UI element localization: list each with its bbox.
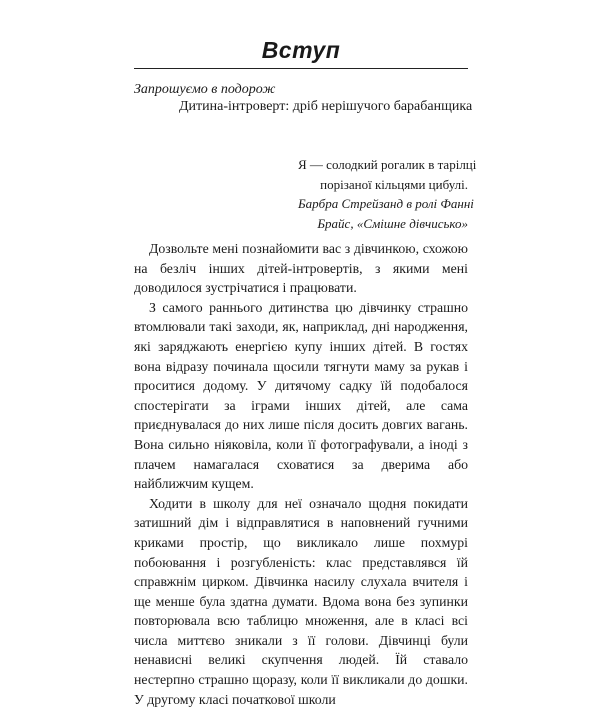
epigraph-line: Я — солодкий рогалик в тарілці bbox=[298, 157, 477, 172]
section-heading: Запрошуємо в подорож bbox=[134, 82, 276, 97]
body-paragraph: Ходити в школу для неї означало щодня покидати затишний дім і відправлятися в наповнений гучними криками простір, що викликало лише похмурі побоювання і розгубленість: клас представлявся їй справжнім цирком. Дівчинка насилу слухала вчителя і ще менше була здатна думати. Вдома вона без зупинки повторювала всю таблицю множення, але в класі всі числа миттєво зникали з її голови. Дівчинці були ненависні великі скупчення людей. Їй ставало нестерпно страшно щоразу, коли її викликали до дошки. У другому класі початкової школи bbox=[134, 495, 468, 707]
epigraph-line: порізаної кільцями цибулі. bbox=[320, 176, 468, 192]
body-text bbox=[134, 239, 468, 709]
body-paragraph: Дозвольте мені познайомити вас з дівчинкою, схожою на безліч інших дітей-інтровертів, з якими мені доводилося зустрічатися і працювати. bbox=[134, 241, 468, 296]
section-subheading: Дитина-інтроверт: дріб нерішучого барабанщика bbox=[179, 99, 473, 114]
epigraph bbox=[298, 155, 477, 233]
epigraph-attribution: Брайс, «Смішне дівчисько» bbox=[317, 215, 468, 231]
epigraph-attribution: Барбра Стрейзанд в ролі Фанні bbox=[298, 196, 474, 211]
body-paragraph: З самого раннього дитинства цю дівчинку страшно втомлювали такі заходи, як, наприклад, дні народження, які заряджають енергією купу інших дітей. В гостях вона відразу починала щосили тягнути маму за рукав і проситися додому. У дитячому садку їй подобалося спостерігати за іграми інших дітей, але сама приєднувалася до них лише після досить довгих вагань. Вона сильно ніяковіла, коли її фотографували, а іноді з плачем намагалася сховатися за дверима або найближчим кущем. bbox=[134, 299, 468, 492]
chapter-title: Вступ bbox=[261, 37, 341, 63]
title-underline bbox=[134, 68, 468, 69]
